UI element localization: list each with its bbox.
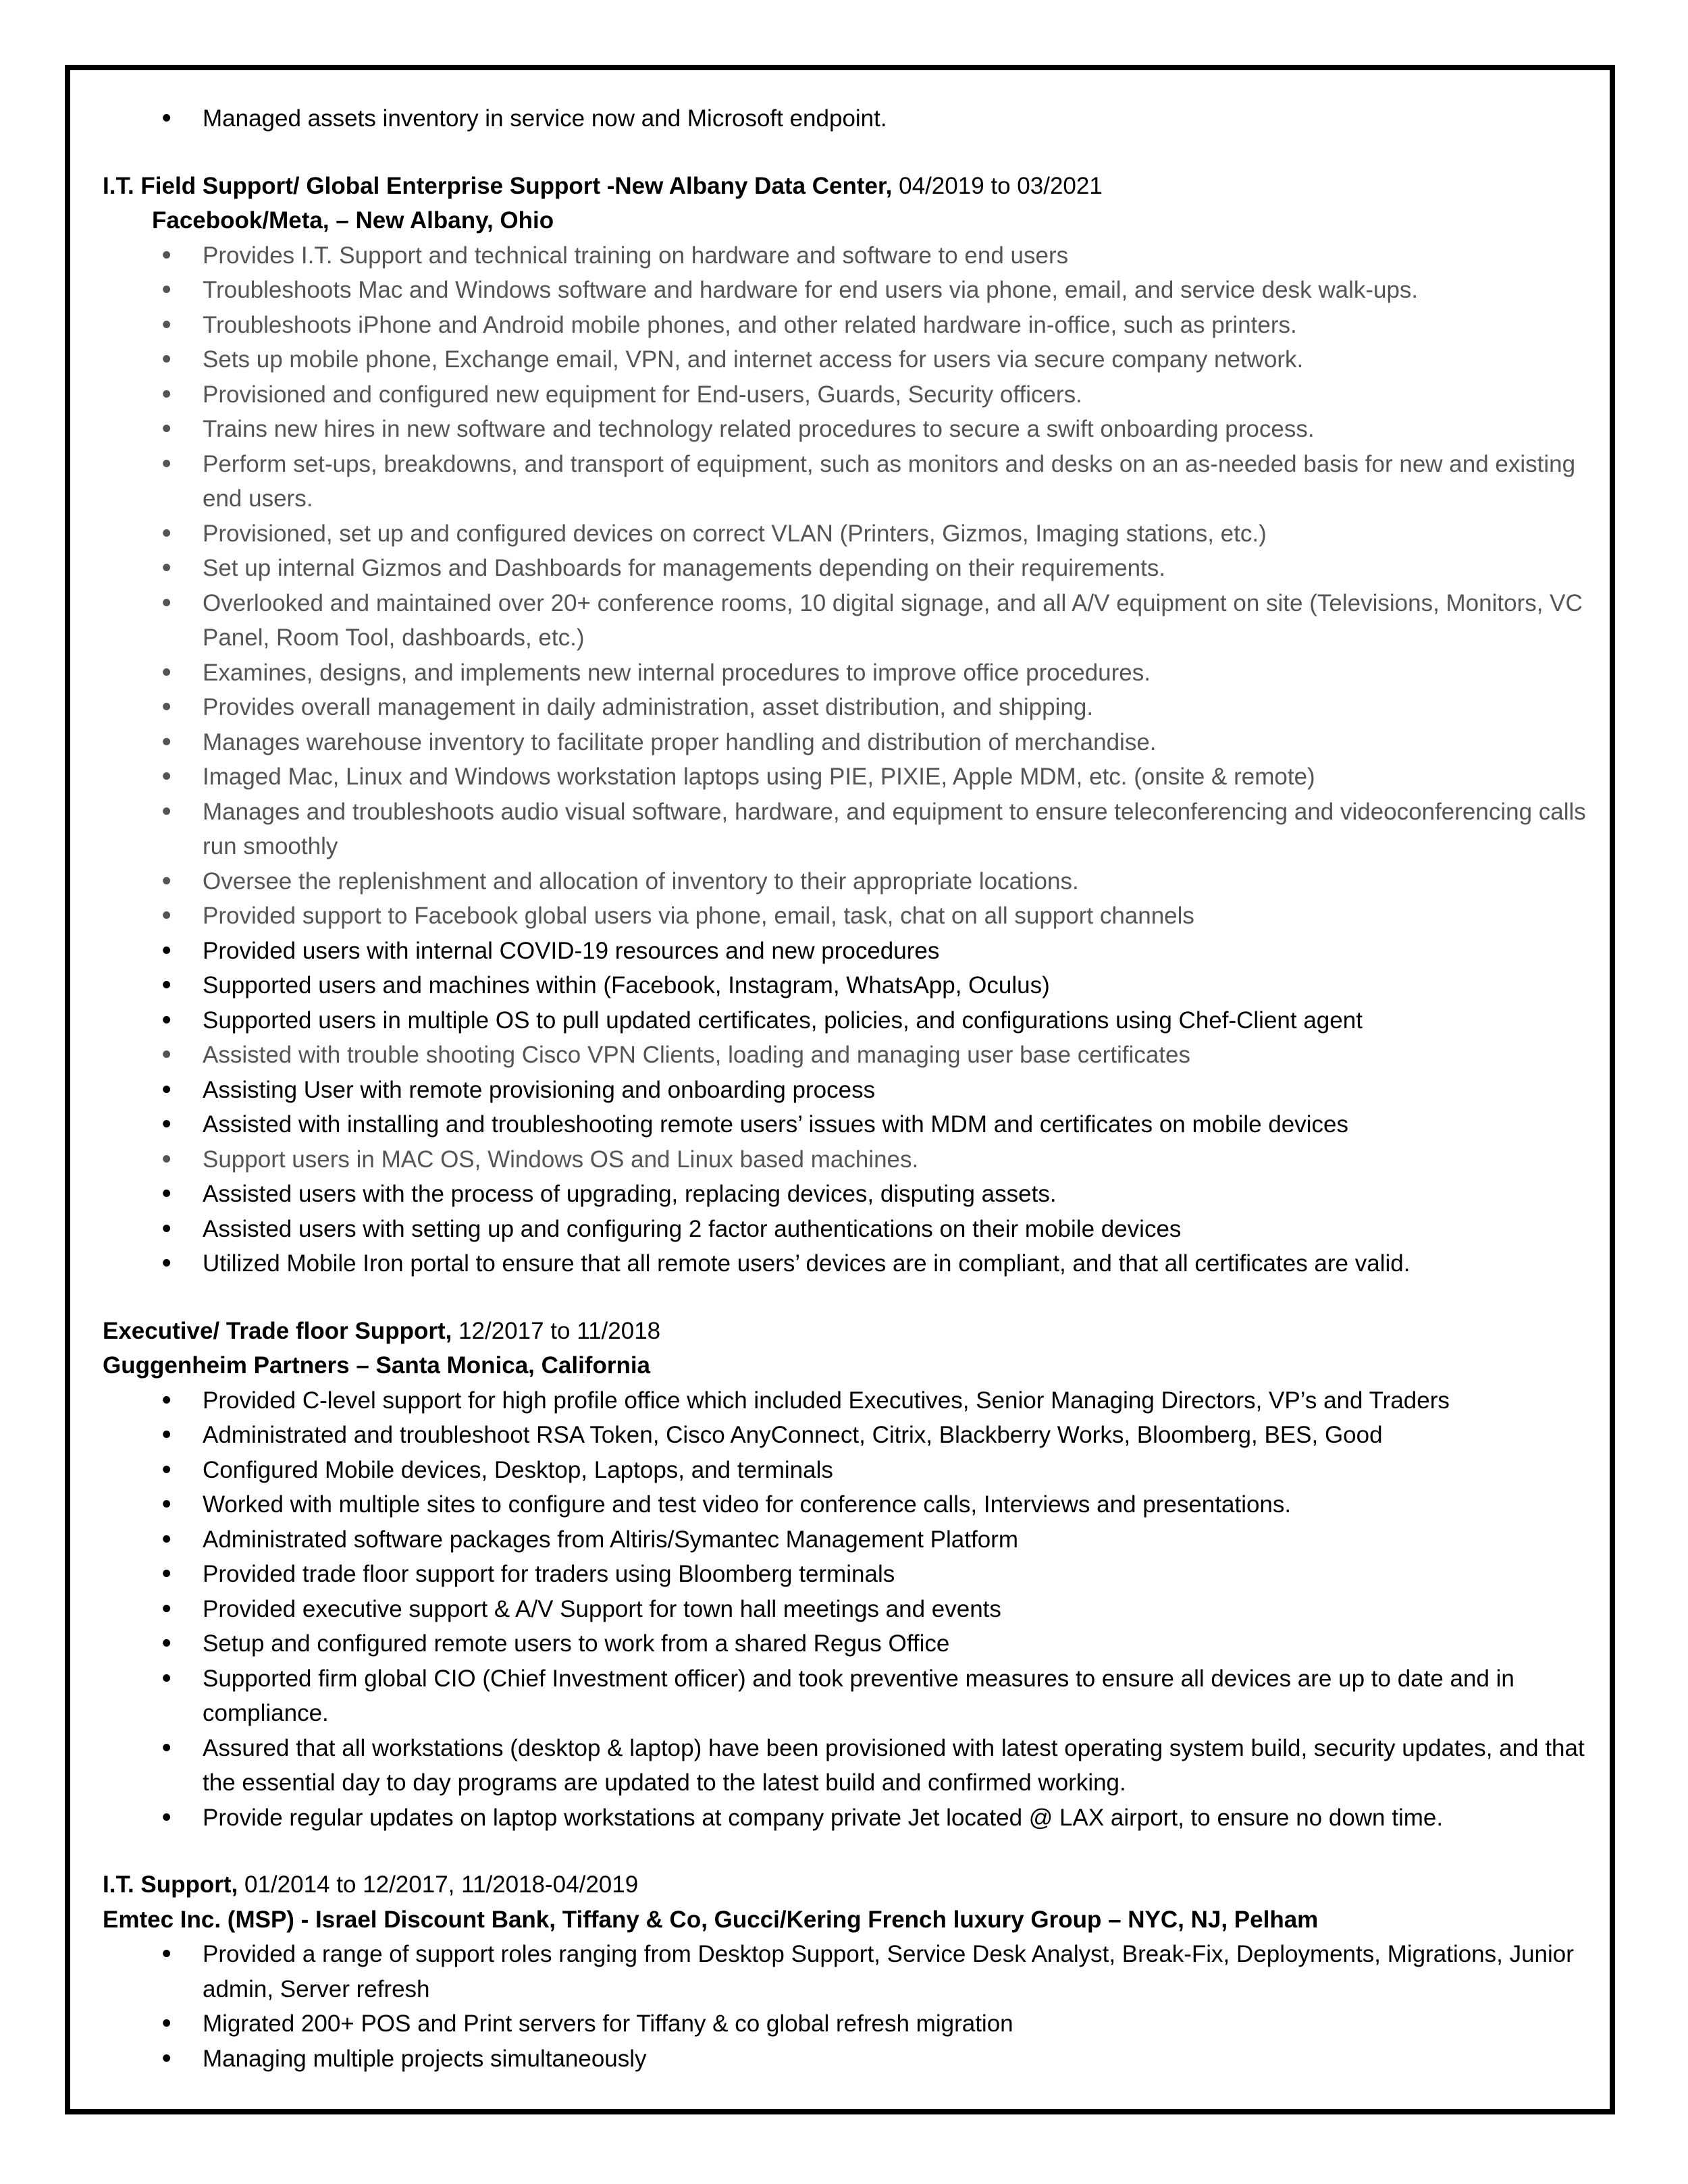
- list-item: • Support users in MAC OS, Windows OS and Linux based machines.: [103, 1142, 1588, 1177]
- list-item: • Perform set-ups, breakdowns, and transport of equipment, such as monitors and desks on an as-needed basis for new and existing end users.: [103, 447, 1588, 516]
- list-item: • Administrated software packages from Altiris/Symantec Management Platform: [103, 1522, 1588, 1557]
- list-item: • Examines, designs, and implements new internal procedures to improve office procedures.: [103, 656, 1588, 691]
- job-dates: 01/2014 to 12/2017, 11/2018-04/2019: [238, 1871, 639, 1898]
- list-item: • Managed assets inventory in service now and Microsoft endpoint.: [103, 101, 1588, 136]
- list-item: • Assisted with installing and troubleshooting remote users’ issues with MDM and certificates on mobile devices: [103, 1107, 1588, 1142]
- list-item: • Worked with multiple sites to configure and test video for conference calls, Interviews and presentations.: [103, 1487, 1588, 1522]
- list-item: • Set up internal Gizmos and Dashboards for managements depending on their requirements.: [103, 551, 1588, 586]
- section-spacer: [103, 136, 1588, 169]
- list-item: • Manages and troubleshoots audio visual software, hardware, and equipment to ensure teleconferencing and videoconferencing calls run smoothly: [103, 795, 1588, 864]
- job-role: I.T. Support,: [103, 1871, 238, 1898]
- list-item: • Provided a range of support roles ranging from Desktop Support, Service Desk Analyst, Break-Fix, Deployments, Migrations, Junior admin, Server refresh: [103, 1937, 1588, 2006]
- page-border: [65, 65, 1615, 2114]
- list-item: • Provided C-level support for high profile office which included Executives, Senior Managing Directors, VP’s and Traders: [103, 1383, 1588, 1418]
- previous-job-bullets: [103, 101, 1588, 136]
- list-item: • Provide regular updates on laptop workstations at company private Jet located @ LAX airport, to ensure no down time.: [103, 1801, 1588, 1836]
- list-item: • Supported users in multiple OS to pull updated certificates, policies, and configurations using Chef-Client agent: [103, 1003, 1588, 1038]
- list-item: • Supported firm global CIO (Chief Investment officer) and took preventive measures to ensure all devices are up to date and in compliance.: [103, 1661, 1588, 1731]
- list-item: • Configured Mobile devices, Desktop, Laptops, and terminals: [103, 1453, 1588, 1488]
- job-bullets-facebook: [103, 238, 1588, 1281]
- list-item: • Provided trade floor support for traders using Bloomberg terminals: [103, 1557, 1588, 1592]
- job-dates: 12/2017 to 11/2018: [452, 1317, 661, 1344]
- list-item: • Provides overall management in daily administration, asset distribution, and shipping.: [103, 690, 1588, 725]
- list-item: • Manages warehouse inventory to facilitate proper handling and distribution of merchandise.: [103, 725, 1588, 760]
- list-item: • Provisioned and configured new equipment for End-users, Guards, Security officers.: [103, 377, 1588, 412]
- job-bullets-guggenheim: [103, 1383, 1588, 1836]
- job-title-emtec: [103, 1867, 1588, 1902]
- company-guggenheim: Guggenheim Partners – Santa Monica, California: [103, 1352, 651, 1379]
- list-item: • Provided users with internal COVID-19 resources and new procedures: [103, 934, 1588, 969]
- section-spacer: [103, 1281, 1588, 1314]
- list-item: • Assisting User with remote provisioning and onboarding process: [103, 1073, 1588, 1108]
- job-title-facebook: [103, 169, 1588, 204]
- list-item: • Administrated and troubleshoot RSA Token, Cisco AnyConnect, Citrix, Blackberry Works, Bloomberg, BES, Good: [103, 1418, 1588, 1453]
- list-item: • Overlooked and maintained over 20+ conference rooms, 10 digital signage, and all A/V equipment on site (Televisions, Monitors, VC Panel, Room Tool, dashboards, etc.): [103, 586, 1588, 656]
- list-item: • Utilized Mobile Iron portal to ensure that all remote users’ devices are in compliant, and that all certificates are valid.: [103, 1246, 1588, 1281]
- list-item: • Trains new hires in new software and technology related procedures to secure a swift onboarding process.: [103, 412, 1588, 447]
- resume-content: [103, 101, 1588, 2076]
- list-item: • Provided support to Facebook global users via phone, email, task, chat on all support channels: [103, 899, 1588, 934]
- company-facebook: Facebook/Meta, – New Albany, Ohio: [152, 207, 554, 234]
- job-role: I.T. Field Support/ Global Enterprise Support -New Albany Data Center,: [103, 172, 893, 199]
- list-item: • Setup and configured remote users to work from a shared Regus Office: [103, 1626, 1588, 1661]
- list-item: • Provided executive support & A/V Support for town hall meetings and events: [103, 1592, 1588, 1627]
- list-item: • Sets up mobile phone, Exchange email, VPN, and internet access for users via secure company network.: [103, 342, 1588, 377]
- list-item: • Provisioned, set up and configured devices on correct VLAN (Printers, Gizmos, Imaging stations, etc.): [103, 516, 1588, 552]
- list-item: • Supported users and machines within (Facebook, Instagram, WhatsApp, Oculus): [103, 968, 1588, 1003]
- job-dates: 04/2019 to 03/2021: [892, 172, 1103, 199]
- list-item: • Assisted with trouble shooting Cisco VPN Clients, loading and managing user base certificates: [103, 1038, 1588, 1073]
- section-spacer: [103, 1835, 1588, 1867]
- list-item: • Assured that all workstations (desktop & laptop) have been provisioned with latest operating system build, security updates, and that the essential day to day programs are updated to the latest build and confirmed working.: [103, 1731, 1588, 1801]
- list-item: • Troubleshoots iPhone and Android mobile phones, and other related hardware in-office, such as printers.: [103, 308, 1588, 343]
- list-item: • Assisted users with the process of upgrading, replacing devices, disputing assets.: [103, 1177, 1588, 1212]
- list-item: • Troubleshoots Mac and Windows software and hardware for end users via phone, email, and service desk walk-ups.: [103, 273, 1588, 308]
- list-item: • Provides I.T. Support and technical training on hardware and software to end users: [103, 238, 1588, 273]
- job-title-guggenheim: [103, 1314, 1588, 1349]
- job-role: Executive/ Trade floor Support,: [103, 1317, 452, 1344]
- job-bullets-emtec: [103, 1937, 1588, 2076]
- list-item: • Assisted users with setting up and configuring 2 factor authentications on their mobile devices: [103, 1212, 1588, 1247]
- list-item: • Imaged Mac, Linux and Windows workstation laptops using PIE, PIXIE, Apple MDM, etc. (onsite & remote): [103, 760, 1588, 795]
- list-item: • Managing multiple projects simultaneously: [103, 2042, 1588, 2077]
- list-item: • Migrated 200+ POS and Print servers for Tiffany & co global refresh migration: [103, 2006, 1588, 2042]
- list-item: • Oversee the replenishment and allocation of inventory to their appropriate locations.: [103, 864, 1588, 899]
- company-emtec: Emtec Inc. (MSP) - Israel Discount Bank, Tiffany & Co, Gucci/Kering French luxury Group – NYC, NJ, Pelham: [103, 1906, 1319, 1933]
